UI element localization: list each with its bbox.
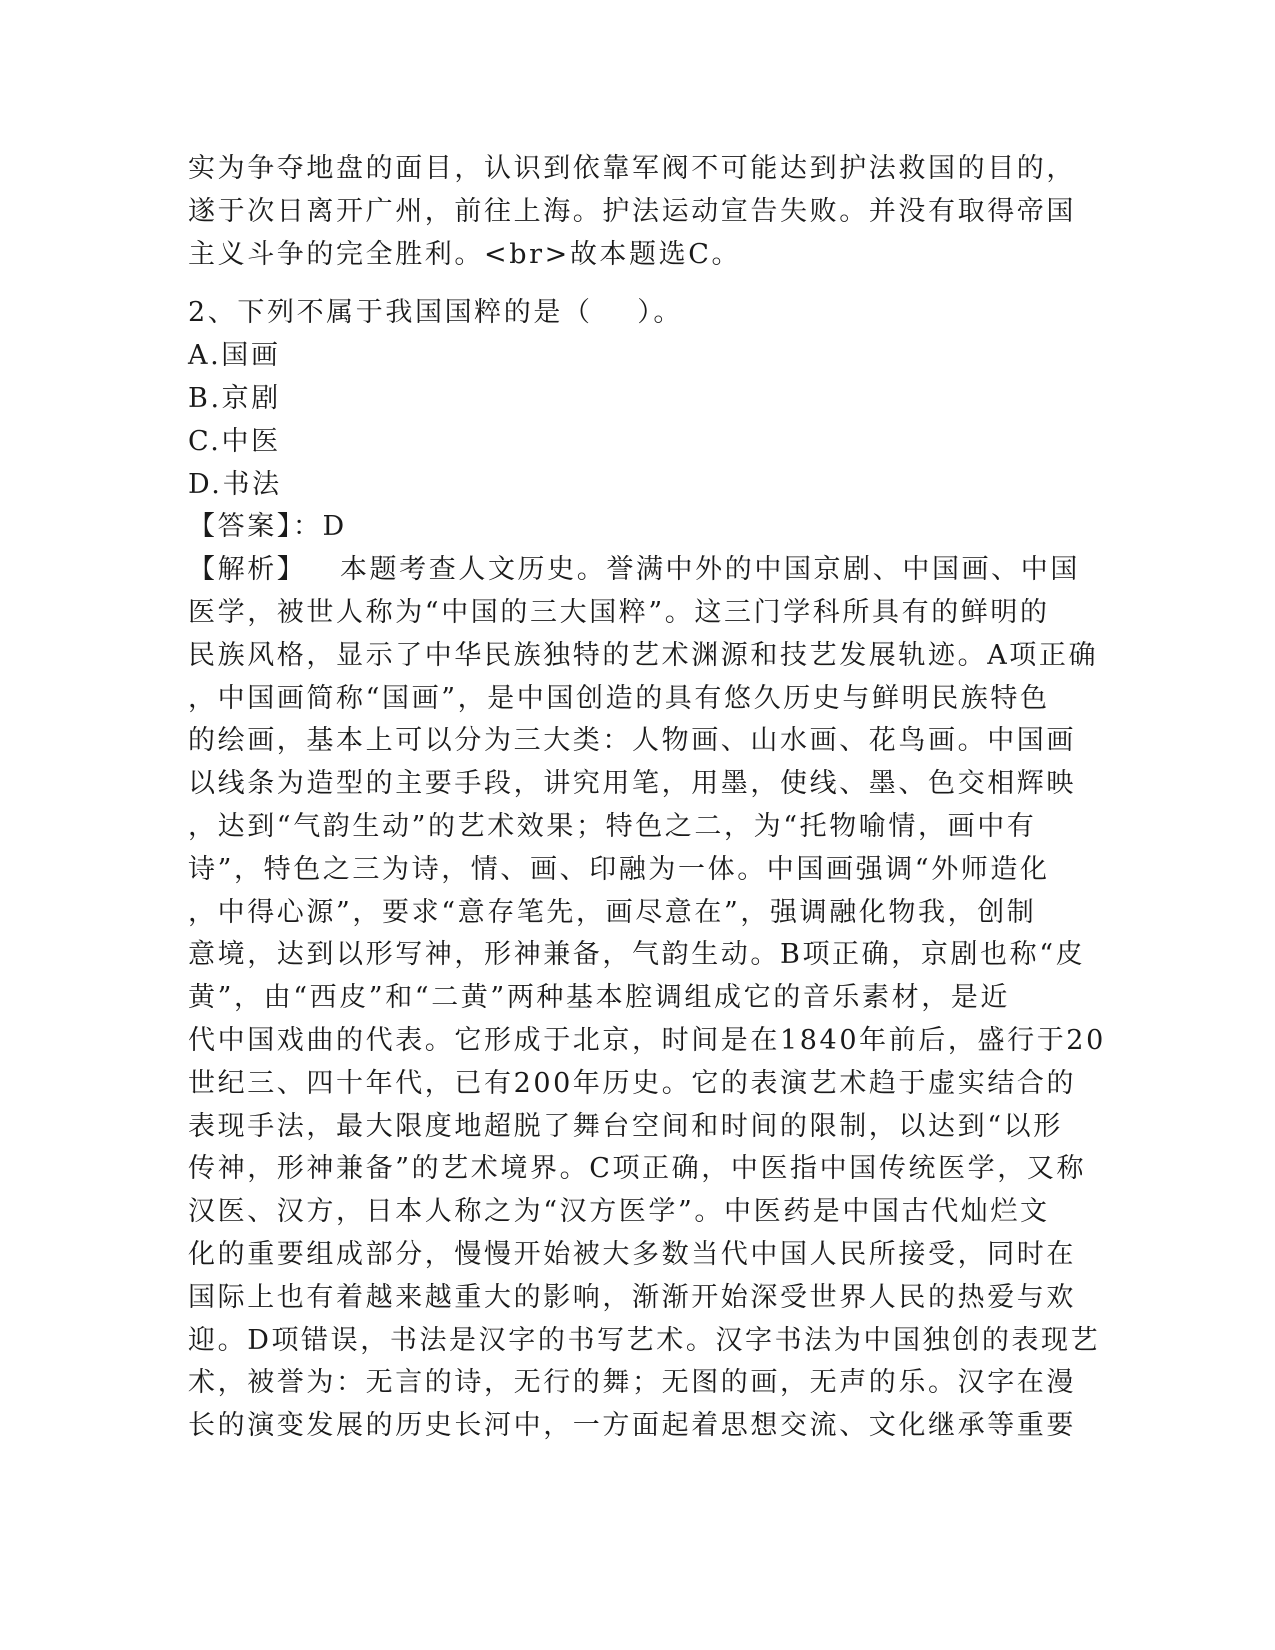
page-content [188,148,1106,1448]
analysis-line: 黄”，由“西皮”和“二黄”两种基本腔调组成它的音乐素材，是近 [188,982,1011,1014]
analysis-line: 传神，形神兼备”的艺术境界。C项正确，中医指中国传统医学，又称 [188,1153,1087,1185]
analysis-line: 汉医、汉方，日本人称之为“汉方医学”。中医药是中国古代灿烂文 [188,1196,1050,1228]
analysis-line: 表现手法，最大限度地超脱了舞台空间和时间的限制，以达到“以形 [188,1110,1063,1142]
question-block [188,292,1088,549]
analysis-block [188,549,1106,1448]
option-c: C.中医 [188,425,281,457]
question-stem: 2、下列不属于我国国粹的是（ ）。 [188,297,684,329]
analysis-line: 国际上也有着越来越重大的影响，渐渐开始深受世界人民的热爱与欢 [188,1281,1076,1313]
analysis-line: ，达到“气韵生动”的艺术效果；特色之二，为“托物喻情，画中有 [188,810,1037,842]
option-b: B.京剧 [188,382,281,414]
analysis-line: 长的演变发展的历史长河中，一方面起着思想交流、文化继承等重要 [188,1410,1076,1442]
analysis-line: 世纪三、四十年代，已有200年历史。它的表演艺术趋于虚实结合的 [188,1067,1077,1099]
analysis-line: 术，被誉为：无言的诗，无行的舞；无图的画，无声的乐。汉字在漫 [188,1367,1076,1399]
analysis-line: 化的重要组成部分，慢慢开始被大多数当代中国人民所接受，同时在 [188,1238,1076,1270]
text-line: 遂于次日离开广州，前往上海。护法运动宣告失败。并没有取得帝国 [188,195,1076,227]
analysis-line: 代中国戏曲的代表。它形成于北京，时间是在1840年前后，盛行于20 [188,1024,1106,1056]
analysis-line: 意境，达到以形写神，形神兼备，气韵生动。B项正确，京剧也称“皮 [188,939,1086,971]
answer-line: 【答案】：D [188,511,347,543]
analysis-line: 【解析】 本题考查人文历史。誉满中外的中国京剧、中国画、中国 [188,554,1080,586]
analysis-line: 医学，被世人称为“中国的三大国粹”。这三门学科所具有的鲜明的 [188,596,1050,628]
analysis-line: ，中国画简称“国画”，是中国创造的具有悠久历史与鲜明民族特色 [188,682,1050,714]
analysis-line: 迎。D项错误，书法是汉字的书写艺术。汉字书法为中国独创的表现艺 [188,1324,1101,1356]
option-a: A.国画 [188,340,281,372]
option-d: D.书法 [188,468,282,500]
analysis-line: 以线条为造型的主要手段，讲究用笔，用墨，使线、墨、色交相辉映 [188,768,1076,800]
paragraph-gap [188,276,1088,292]
analysis-line: 的绘画，基本上可以分为三大类：人物画、山水画、花鸟画。中国画 [188,725,1076,757]
analysis-line: 诗”，特色之三为诗，情、画、印融为一体。中国画强调“外师造化 [188,853,1050,885]
text-line: 主义斗争的完全胜利。<br>故本题选C。 [188,238,742,270]
analysis-line: ，中得心源”，要求“意存笔先，画尽意在”，强调融化物我，创制 [188,896,1037,928]
text-line: 实为争夺地盘的面目，认识到依靠军阀不可能达到护法救国的目的， [188,153,1076,184]
analysis-line: 民族风格，显示了中华民族独特的艺术渊源和技艺发展轨迹。A项正确 [188,639,1099,671]
previous-explanation [188,148,1088,276]
